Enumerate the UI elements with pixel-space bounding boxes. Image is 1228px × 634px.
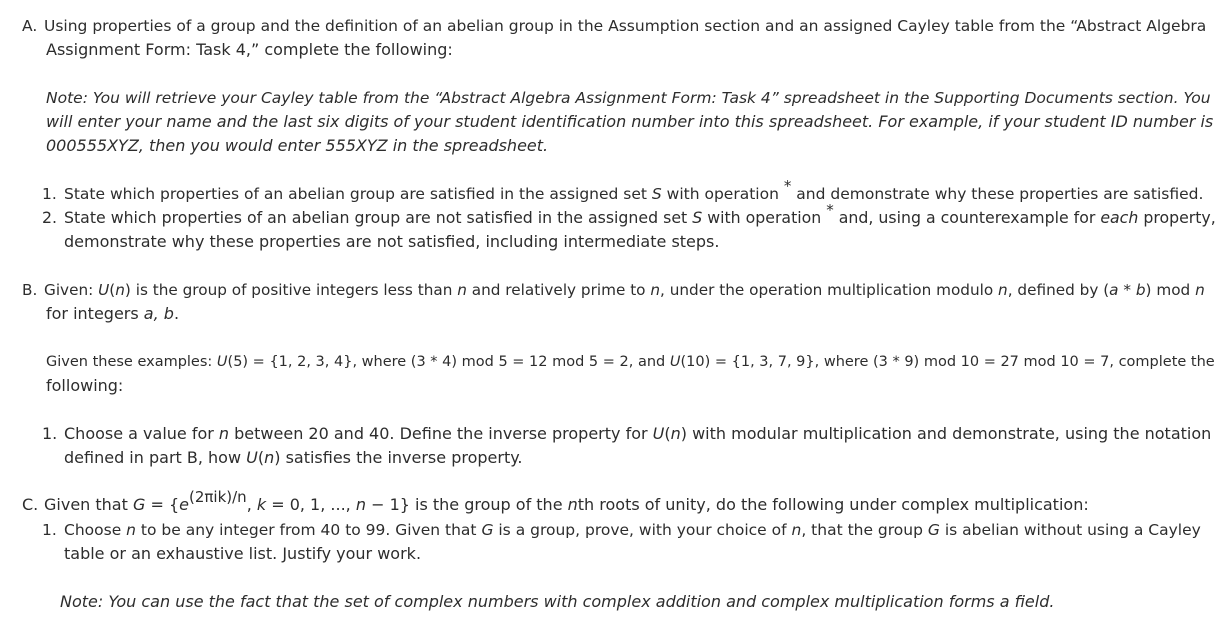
section-text: Given these examples: <box>46 354 217 370</box>
section-text: ) mod <box>1145 281 1196 299</box>
section-text: ( <box>109 281 116 299</box>
operation-symbol: * <box>783 177 792 195</box>
math-symbol: U <box>246 448 258 467</box>
math-symbol: n <box>791 521 802 539</box>
item-text: State which properties of an abelian group are satisfied in the assigned set <box>64 185 652 203</box>
exponent-text: (2πik)/n <box>188 488 247 506</box>
item-text: to be any integer from 40 to 99. Given that <box>135 521 482 539</box>
math-symbol: n <box>567 495 578 514</box>
section-a-item-1 <box>42 177 1204 204</box>
item-text: and, using a counterexample for <box>833 208 1101 227</box>
math-symbol: k <box>256 495 267 514</box>
section-text: for integers <box>46 304 144 323</box>
item-text: with operation <box>702 208 827 227</box>
math-symbol: G <box>132 495 146 514</box>
section-text: Given: <box>44 281 99 299</box>
item-number: 1. <box>42 185 57 203</box>
section-a-note-line3: 000555XYZ, then you would enter 555XYZ in the spreadsheet. <box>46 136 549 155</box>
section-text: = { <box>145 495 180 514</box>
item-number: 1. <box>42 521 57 539</box>
section-text: . <box>173 304 180 323</box>
item-text: ) satisfies the inverse property. <box>274 448 523 467</box>
math-symbol: U <box>669 354 681 370</box>
math-symbol: n <box>218 424 230 443</box>
item-text: and demonstrate why these properties are satisfied. <box>791 185 1204 203</box>
section-a-note-line2: will enter your name and the last six digits of your student identification number into this spreadsheet. For example, if your student ID number is <box>46 112 1214 131</box>
math-symbol: b <box>1135 281 1146 299</box>
item-text: property, <box>1138 208 1216 227</box>
math-symbol: G <box>481 521 494 539</box>
math-symbol: n <box>264 448 275 467</box>
set-symbol: S <box>651 185 662 203</box>
section-b-examples <box>46 352 1215 372</box>
operation-symbol: * <box>826 201 834 219</box>
section-text: , defined by ( <box>1007 281 1110 299</box>
section-text: (5) = {1, 2, 3, 4}, where (3 * 4) mod 5 = 12 mod 5 = 2, and <box>227 354 670 370</box>
item-text: is a group, prove, with your choice of <box>493 521 792 539</box>
set-symbol: S <box>692 208 703 227</box>
math-symbol: n <box>998 281 1008 299</box>
item-text: ( <box>257 448 265 467</box>
item-number: 2. <box>42 208 58 227</box>
math-symbol: U <box>652 424 665 443</box>
section-b-marker: B. <box>22 281 38 299</box>
math-symbol: n <box>457 281 467 299</box>
section-text: th roots of unity, do the following under complex multiplication: <box>577 495 1089 514</box>
item-text: is abelian without using a Cayley <box>939 521 1201 539</box>
emphasis-text: each <box>1100 208 1139 227</box>
section-a-item-2 <box>42 201 1216 228</box>
math-symbol: G <box>927 521 940 539</box>
math-symbol: n <box>670 424 681 443</box>
math-symbol: a <box>1109 281 1119 299</box>
math-symbol: a, b <box>143 304 174 323</box>
math-symbol: n <box>115 281 125 299</box>
item-number: 1. <box>42 424 58 443</box>
math-symbol: U <box>216 354 228 370</box>
section-text: − 1} is the group of the <box>365 495 568 514</box>
section-text: , <box>246 495 257 514</box>
item-text: Choose a value for <box>64 424 219 443</box>
section-b-item-1-line2 <box>64 448 522 468</box>
section-a-text-line2: Assignment Form: Task 4,” complete the following: <box>46 40 453 59</box>
section-a-marker: A. <box>22 17 38 35</box>
section-a-item-2-line2: demonstrate why these properties are not satisfied, including intermediate steps. <box>64 232 720 251</box>
section-b-heading <box>22 280 1205 300</box>
item-text: with operation <box>661 185 784 203</box>
section-b-examples-line2: following: <box>46 376 124 395</box>
section-a-heading <box>22 16 1206 36</box>
section-text: , under the operation multiplication modulo <box>660 281 999 299</box>
section-c-item-1 <box>42 520 1201 540</box>
section-text: (10) = {1, 3, 7, 9}, where (3 * 9) mod 10 = 27 mod 10 = 7, complete the <box>680 354 1215 370</box>
item-text: between 20 and 40. Define the inverse property for <box>229 424 653 443</box>
item-text: defined in part B, how <box>64 448 247 467</box>
section-b-line2 <box>46 304 179 324</box>
section-c-note: Note: You can use the fact that the set of complex numbers with complex addition and complex multiplication forms a field. <box>60 592 1055 611</box>
section-c-heading <box>22 488 1089 515</box>
section-c-item-1-line2: table or an exhaustive list. Justify your work. <box>64 544 422 563</box>
item-text: State which properties of an abelian group are not satisfied in the assigned set <box>64 208 693 227</box>
item-text: Choose <box>64 521 127 539</box>
section-text: Given that <box>44 495 133 514</box>
section-text: * <box>1118 281 1136 299</box>
math-symbol: n <box>126 521 136 539</box>
item-text: ) with modular multiplication and demonstrate, using the notation <box>680 424 1212 443</box>
math-symbol: n <box>650 281 661 299</box>
item-text: ( <box>664 424 671 443</box>
section-text: = 0, 1, ..., <box>266 495 356 514</box>
section-a-note-line1: Note: You will retrieve your Cayley table from the “Abstract Algebra Assignment Form: Task 4” spreadsheet in the Supporting Documents section. You <box>46 89 1211 107</box>
math-symbol: e <box>179 495 189 514</box>
math-symbol: U <box>98 281 110 299</box>
section-text: ) is the group of positive integers less than <box>124 281 458 299</box>
item-text: , that the group <box>801 521 928 539</box>
section-a-text-line1: Using properties of a group and the definition of an abelian group in the Assumption section and an assigned Cayley table from the “Abstract Algebra <box>44 17 1207 35</box>
section-c-marker: C. <box>22 495 39 514</box>
section-text: and relatively prime to <box>466 281 651 299</box>
math-symbol: n <box>355 495 366 514</box>
math-symbol: n <box>1195 281 1205 299</box>
section-b-item-1 <box>42 424 1211 444</box>
